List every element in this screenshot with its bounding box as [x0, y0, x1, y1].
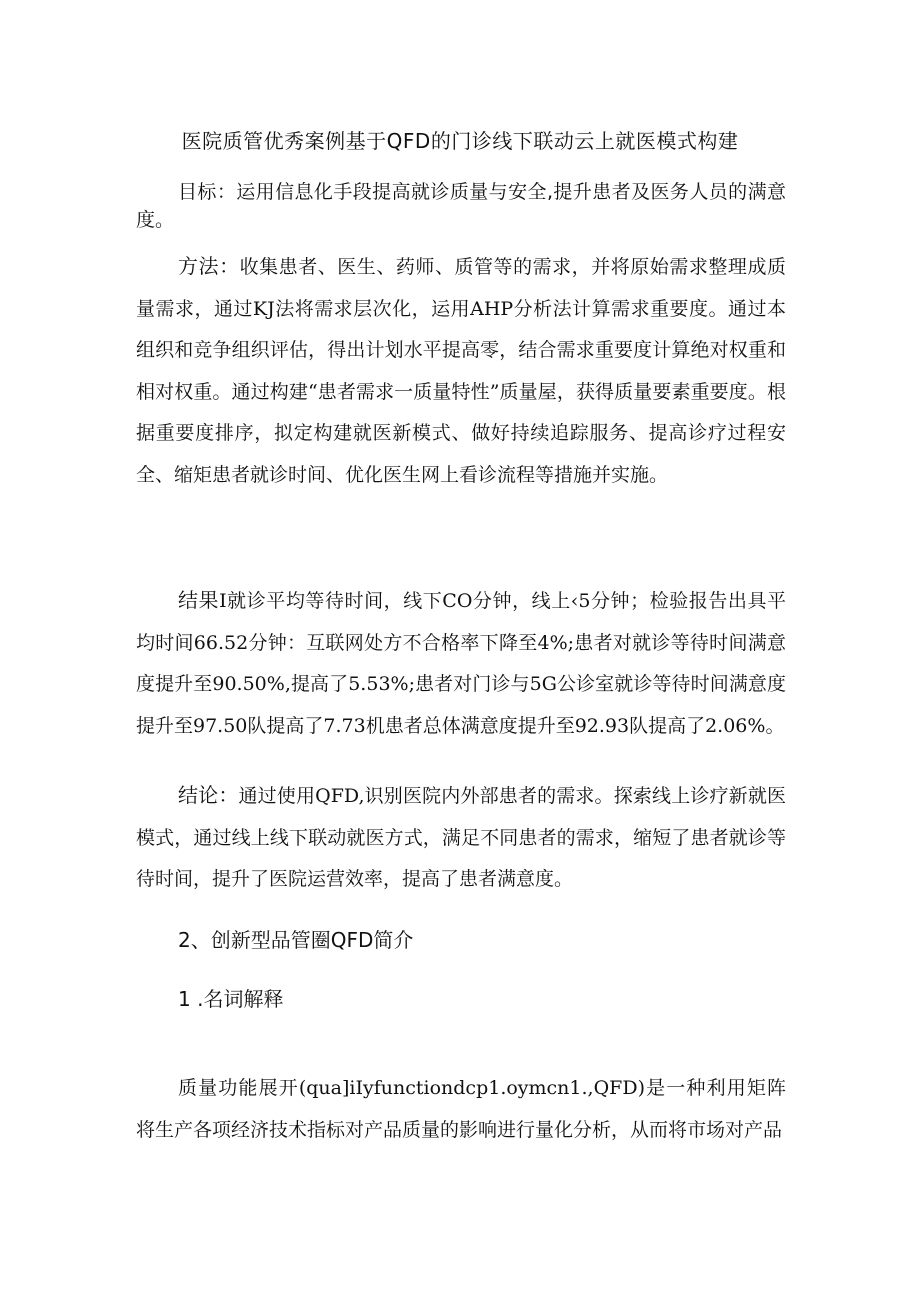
result-paragraph: [136, 580, 786, 747]
subsection-heading: 1 .名词解释: [178, 987, 284, 1011]
conclusion-label: 结论：: [178, 783, 239, 807]
method-paragraph: [136, 246, 786, 496]
conclusion-text: 通过使用QFD,识别医院内外部患者的需求。探索线上诊疗新就医模式，通过线上线下联动就医方式，满足不同患者的需求，缩短了患者就诊等待时间，提升了医院运营效率，提高了患者满意度。: [136, 785, 787, 890]
result-label: 结果: [178, 588, 220, 612]
intro-paragraph: 质量功能展开(qua]iIyfunctiondcp1.oymcn1.,QFD)是一种利用矩阵将生产各项经济技术指标对产品质量的影响进行量化分析，从而将市场对产品: [136, 1077, 786, 1141]
goal-paragraph: 目标：运用信息化手段提高就诊质量与安全,提升患者及医务人员的满意度。: [136, 181, 786, 231]
conclusion-paragraph: [136, 775, 786, 901]
method-label: 方法：: [178, 254, 240, 278]
result-text: I就诊平均等待时间，线下CO分钟，线上‹5分钟；检验报告出具平均时间66.52分钟：互联网处方不合格率下降至4%;患者对就诊等待时间满意度提升至90.50%,提高了5.53%;患者对门诊与5G公诊室就诊等待时间满意度提升至97.50队提高了7.73机患者总体满意度提升至92.93队提高了2.06%。: [136, 590, 787, 737]
section-heading: 2、创新型品管圈QFD简介: [178, 928, 414, 952]
document-title: 医院质管优秀案例基于QFD的门诊线下联动云上就医模式构建: [181, 129, 739, 153]
method-text: 收集患者、医生、药师、质管等的需求，并将原始需求整理成质量需求，通过KJ法将需求层次化，运用AHP分析法计算需求重要度。通过本组织和竞争组织评估，得出计划水平提高零，结合需求重要度计算绝对权重和相对权重。通过构建“患者需求一质量特性”质量屋，获得质量要素重要度。根据重要度排序，拟定构建就医新模式、做好持续追踪服务、提高诊疗过程安全、缩矩患者就诊时间、优化医生网上看诊流程等措施并实施。: [136, 256, 786, 486]
